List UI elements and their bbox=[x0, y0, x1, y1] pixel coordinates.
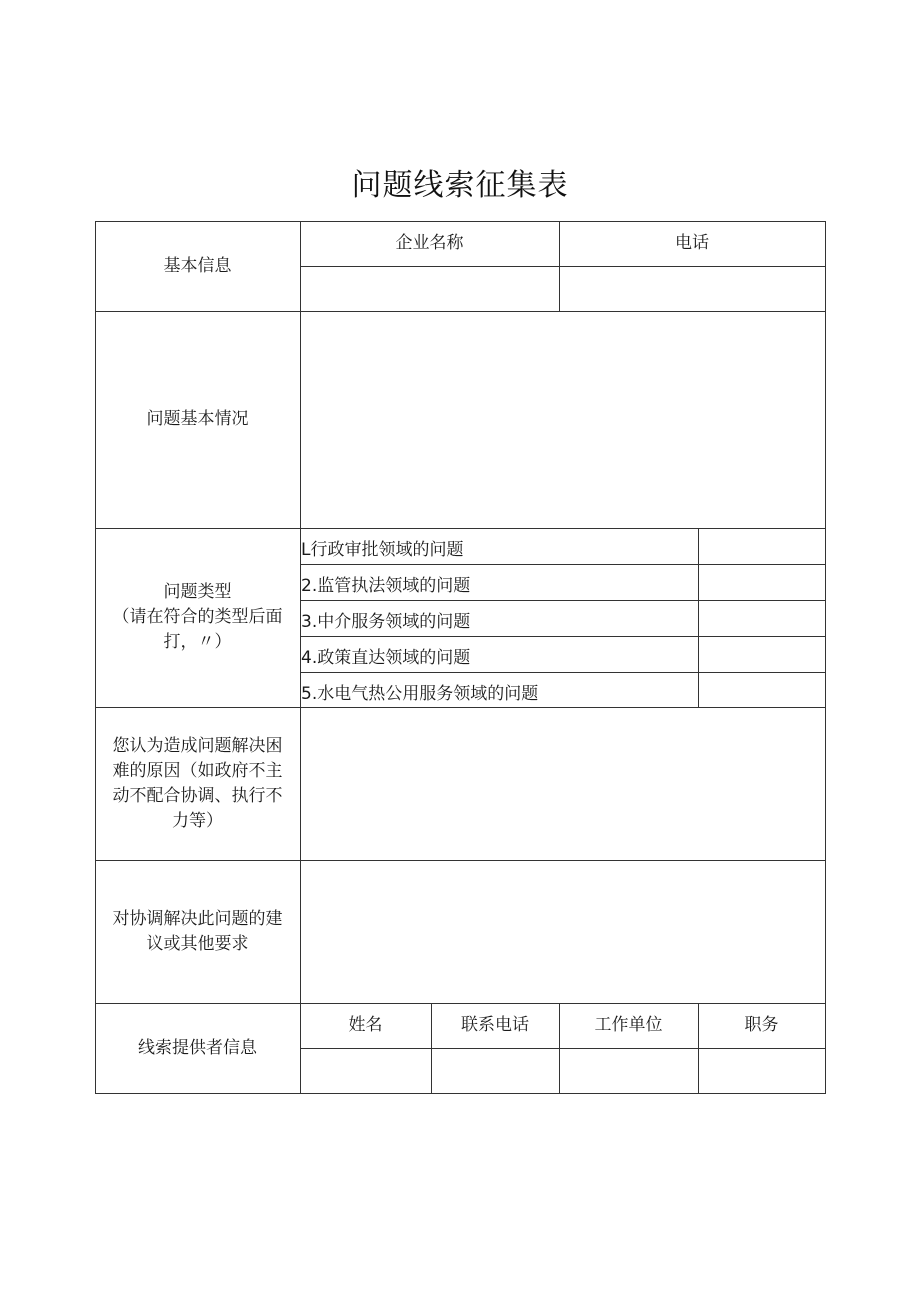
problem-type-checkbox-3[interactable] bbox=[698, 600, 825, 636]
provider-name-header: 姓名 bbox=[348, 1015, 383, 1035]
difficulty-reason-label: 您认为造成问题解决困 难的原因（如政府不主 动不配合协调、执行不 力等） bbox=[112, 735, 283, 831]
phone-field[interactable] bbox=[559, 266, 825, 311]
provider-position-header: 职务 bbox=[744, 1015, 779, 1035]
company-name-field[interactable] bbox=[300, 266, 559, 311]
problem-type-checkbox-2[interactable] bbox=[698, 564, 825, 600]
suggestions-field[interactable] bbox=[300, 860, 825, 1003]
problem-situation-field[interactable] bbox=[300, 311, 825, 528]
difficulty-reason-field[interactable] bbox=[300, 707, 825, 860]
problem-type-checkbox-4[interactable] bbox=[698, 636, 825, 672]
provider-name-field[interactable] bbox=[300, 1048, 431, 1093]
provider-workplace-header: 工作单位 bbox=[594, 1015, 663, 1035]
provider-phone-field[interactable] bbox=[431, 1048, 559, 1093]
phone-header: 电话 bbox=[675, 233, 709, 253]
problem-type-label: 问题类型 （请在符合的类型后面 打，〃） bbox=[112, 582, 283, 652]
provider-phone-header: 联系电话 bbox=[461, 1015, 529, 1035]
problem-type-option-4: 4.政策直达领域的问题 bbox=[301, 647, 471, 668]
company-name-header: 企业名称 bbox=[395, 233, 464, 253]
problem-type-option-3: 3.中介服务领域的问题 bbox=[301, 611, 471, 632]
form-title: 问题线索征集表 bbox=[351, 168, 569, 203]
provider-workplace-field[interactable] bbox=[559, 1048, 698, 1093]
problem-type-checkbox-5[interactable] bbox=[698, 672, 825, 707]
problem-situation-label: 问题基本情况 bbox=[146, 409, 249, 429]
problem-type-option-1: L行政审批领域的问题 bbox=[301, 539, 464, 560]
problem-type-option-5: 5.水电气热公用服务领域的问题 bbox=[301, 683, 539, 704]
suggestions-label: 对协调解决此问题的建 议或其他要求 bbox=[112, 908, 283, 954]
provider-position-field[interactable] bbox=[698, 1048, 825, 1093]
problem-type-option-2: 2.监管执法领域的问题 bbox=[301, 575, 471, 596]
problem-type-checkbox-1[interactable] bbox=[698, 528, 825, 564]
provider-info-label: 线索提供者信息 bbox=[138, 1037, 257, 1058]
basic-info-label: 基本信息 bbox=[163, 255, 232, 276]
